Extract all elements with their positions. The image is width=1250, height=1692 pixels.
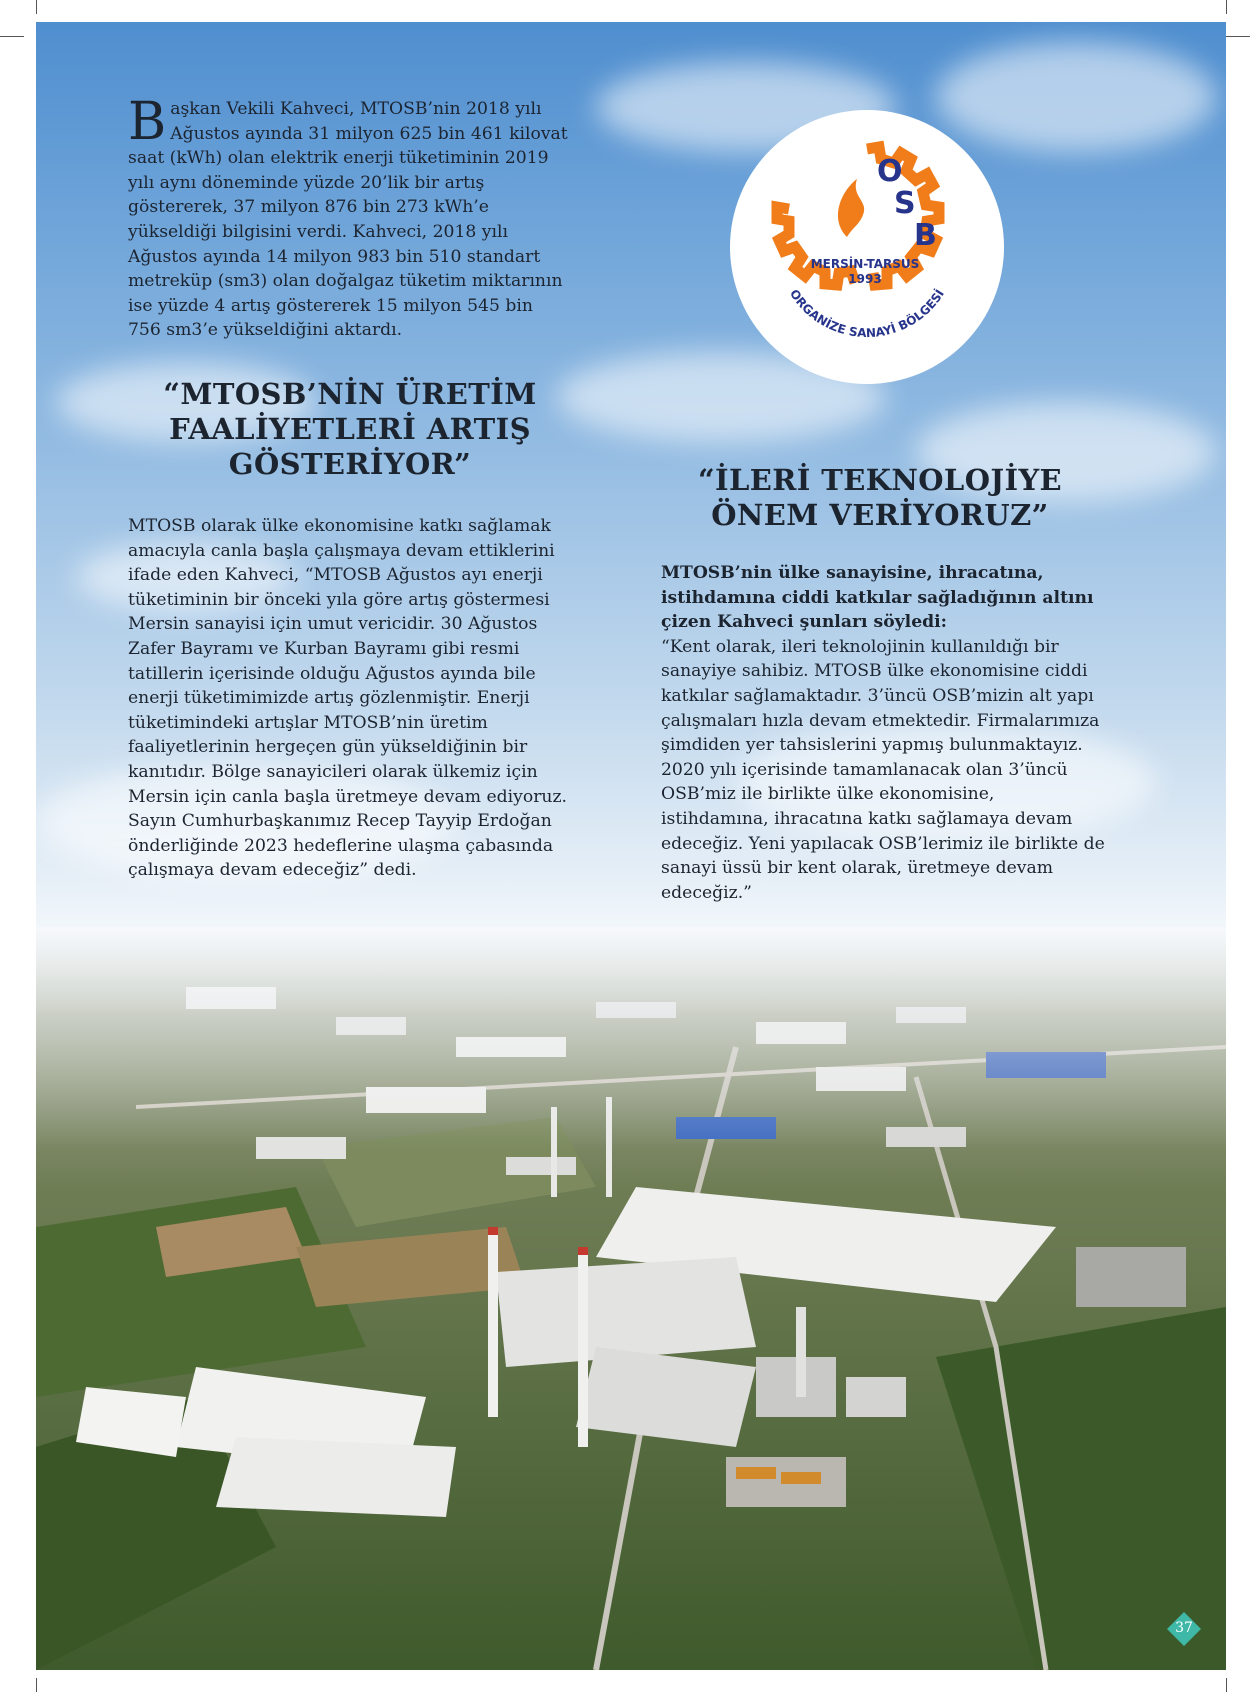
right-column — [661, 561, 1106, 905]
logo-city: MERSİN-TARSUS — [810, 257, 920, 271]
crop-mark — [1226, 0, 1227, 14]
crop-mark — [1226, 1678, 1227, 1692]
page-number: 37 — [1175, 1620, 1193, 1636]
right-lead: MTOSB’nin ülke sanayisine, ihracatına, istihdamına ciddi katkılar sağladığının altını çizen Kahveci şunları söyledi: — [661, 563, 1094, 633]
intro-text: aşkan Vekili Kahveci, MTOSB’nin 2018 yılı Ağustos ayında 31 milyon 625 bin 461 kilovat saat (kWh) olan elektrik enerji tüketiminin 2019 yılı aynı döneminde yüzde 20’lik bir artış göstererek, 37 milyon 876 bin 273 kWh’e yükseldiği bilgisini verdi. Kahveci, 2018 yılı Ağustos ayında 14 milyon 983 bin 510 standart metreküp (sm3) olan doğalgaz tüketim miktarının ise yüzde 4 artış göstererek 15 milyon 545 bin 756 sm3’e yükseldiğini aktardı. — [128, 99, 568, 341]
crop-mark — [36, 1678, 37, 1692]
logo-year: 1993 — [848, 272, 882, 286]
crop-mark — [1226, 36, 1250, 37]
intro-paragraph — [128, 92, 568, 343]
osb-logo — [729, 109, 1005, 385]
aerial-industrial-photo — [36, 927, 1226, 1670]
drop-cap: B — [128, 92, 167, 152]
right-body: “Kent olarak, ileri teknolojinin kullanıldığı bir sanayiye sahibiz. MTOSB ülke ekonomisine ciddi katkılar sağlamaktadır. 3’üncü OSB’mizin alt yapı çalışmaları hızla devam etmektedir. Firmalarımıza şimdiden yer tahsislerini yapmış bulunmaktayız. 2020 yılı içerisinde tamamlanacak olan 3’üncü OSB’miz ile birlikte ülke ekonomisine, istihdamına, ihracatına katkı sağlamaya devam edeceğiz. Yeni yapılacak OSB’lerimiz ile birlikte de sanayi üssü bir kent olarak, üretmeye devam edeceğiz.” — [661, 636, 1105, 903]
crop-mark — [36, 0, 37, 14]
heading-technology: “İLERİ TEKNOLOJİYE ÖNEM VERİYORUZ” — [697, 463, 1063, 532]
heading-production: “MTOSB’NİN ÜRETİM FAALİYETLERİ ARTIŞ GÖSTERİYOR” — [163, 377, 537, 481]
logo-letter-s: S — [894, 186, 916, 221]
logo-letter-o: O — [877, 154, 903, 189]
crop-mark — [0, 36, 24, 37]
logo-ring-text: ORGANİZE SANAYİ BÖLGESİ — [787, 286, 947, 341]
left-column-body: MTOSB olarak ülke ekonomisine katkı sağlamak amacıyla canla başla çalışmaya devam ettiklerini ifade eden Kahveci, “MTOSB Ağustos ayı enerji tüketiminin bir önceki yıla göre artış göstermesi Mersin sanayisi için umut vericidir. 30 Ağustos Zafer Bayramı ve Kurban Bayramı gibi resmi tatillerin içerisinde olduğu Ağustos ayında bile enerji tüketimimizde artış gözlenmiştir. Enerji tüketimindeki artışlar MTOSB’nin üretim faaliyetlerinin hergeçen gün yükseldiğinin bir kanıtıdır. Bölge sanayicileri olarak ülkemiz için Mersin için canla başla üretmeye devam ediyoruz. Sayın Cumhurbaşkanımız Recep Tayyip Erdoğan önderliğinde 2023 hedeflerine ulaşma çabasında çalışmaya devam edeceğiz” dedi. — [128, 516, 568, 881]
logo-letter-b: B — [914, 218, 937, 253]
